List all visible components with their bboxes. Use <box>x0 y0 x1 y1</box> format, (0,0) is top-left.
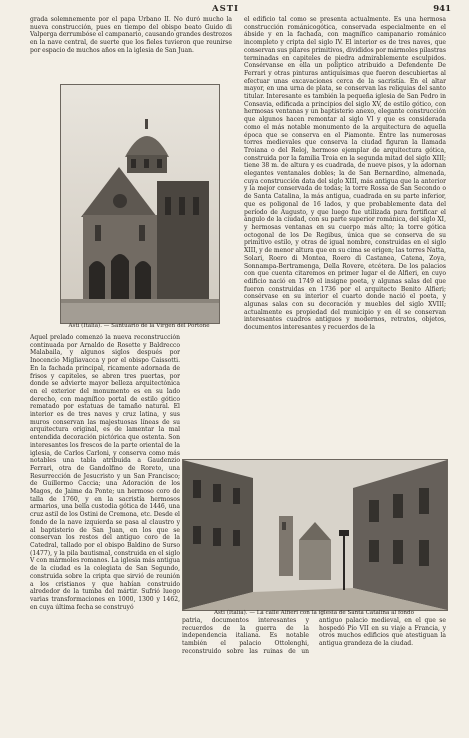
left-column-top-text <box>30 16 232 78</box>
page-number: 941 <box>433 4 451 14</box>
right-column-text <box>244 16 446 450</box>
sanctuary-photo <box>60 84 220 324</box>
street-photo <box>182 459 448 611</box>
paragraph: Aquel prelado comenzó la nueva reconstrucción continuada por Arnaldo de Rosette y Baldrecco Malabaila, y algunos siglos después por Inocencio Migliavacca y por el obispo Caissotti. En la fachada principal, ricamente adornada de frisos y capiteles, se abren tres puertas, por donde se advierte mayor belleza arquitectónica en el exterior del monumento es en su lado derecho, con magnífico portal de estilo gótico rematado por estatuas de tamaño natural. El interior es de tres naves y cruz latina, y sus muros conservan las majestuosas líneas de su arquitectura original, es de lamentar la mal entendida decoración pictórica que ostenta. Son interesantes los frescos de la parte oriental de la iglesia, de Carlos Carloni, y conserva como más notables una tabla atribuida a Gaudenzio Ferrari, otra de Gandolfino de Roreto, una Resurrección de Jesucristo y un San Francisco; de Guillermo Caccia; una Adoración de los Magos, de Jaime da Ponte; un hermoso coro de talla de 1760, y en la sacristía hermosos armarios, una bella custodia gótica de 1446, una cruz astil de los Ostini de Cremona, etc. Desde el fondo de la nave izquierda se pasa al claustro y al baptisterio de San Juan, en los que se conservan los restos del antiguo coro de la Catedral, tallado por el obispo Baldino de Surso (1477), y la pila bautismal, construida en el siglo V con mármoles romanos. La iglesia más antigua de la ciudad es la colegiata de San Segundo, construida sobre la cripta que sirvió de reunión a los cristianos y que habían construido alrededor de la tumba del mártir. Sufrió luego varias transformaciones en 1000, 1300 y 1462, en cuya última fecha se construyó <box>30 334 180 611</box>
running-title: ASTI <box>212 4 240 14</box>
street-illustration <box>183 460 447 610</box>
left-column-bottom-text <box>30 334 180 720</box>
figure-caption: Asti (Italia). — Santuario de la Virgen del Portone <box>68 323 210 329</box>
paragraph: el edificio tal como se presenta actualmente. Es una hermosa construcción románicogótica, conservada especialmente en el ábside y en la fachada, con magnífico campanario románico incompleto y cripta del siglo IV. El interior es de tres naves, que conservan sus pilares primitivos, divididos por mármoles pilastras terminadas en capiteles de piedra admirablemente esculpidos. Consérvanse en ella un políptico atribuido a Defendente De Ferrari y otras pinturas antiquísimas que fueron descubiertas al efectuar unas excavaciones cerca de la sacristía. En el altar mayor, en una urna de plata, se conservan las reliquias del santo titular. Interesante es también la pequeña iglesia de San Pedro in Consavia, edificada a principios del siglo XV, de estilo gótico, con hermosas ventanas y un baptisterio anexo, elegante construcción que algunos hacen remontar al siglo VI y que es considerada como el más notable monumento de la arquitectura de aquella época que se conserva en el Piamonte. Entre las numerosas torres medievales que conserva la ciudad figuran la llamada Troiana o del Reloj, hermoso ejemplar de arquitectura gótica, construida por la familia Troia en la segunda mitad del siglo XIII; tiene 38 m. de altura y es cuadrada, de nueve pisos, y la adornan elegantes ventanales dobles; la de San Bernardino, almenada, cuya construcción data del siglo XIII, más antigua que la anterior y la mejor conservada de todas; la torre Rossa de San Secondo o de Santa Catalina, la más antigua, cuadrada en su parte inferior, que es poligonal de 16 lados, y que probablemente data del período de Augusto, y que luego fue utilizada para fortificar el ángulo de la ciudad, con su parte superior románica, del siglo XI, y hermosas ventanas en su cuerpo más alto; la torre gótica octogonal de los De Regibus, única que se conserva de su primitivo estilo, y otras de igual nombre, construidas en el siglo XIII, y de menor altura que en su cima se erigen; las torres Natta, Solari, Roero di Montea, Roero di Castanea, Catena, Zoya, Sonnampa-Bertramenga, Della Rovere, etcétera. De los palacios con que cuenta citaremos en primer lugar el de Alfieri, en cuyo edificio nació en 1749 el insigne poeta, y algunas salas del que fueron construidas en 1736 por el arquitecto Benito Alfieri; consérvase en su interior el cuarto donde nació el poeta, y algunas salas con su decoración y muebles del siglo XVIII; actualmente es propiedad del municipio y en él se conservan interesantes cuadros antiguos y modernos, retratos, objetos, documentos interesantes y recuerdos de la <box>244 16 446 332</box>
bottom-right-text <box>182 617 446 721</box>
sanctuary-illustration <box>61 85 219 323</box>
paragraph: grada solemnemente por el papa Urbano II. No duró mucho la nueva construcción, pues en tiempo del obispo beato Guido di Valperga derrumbóse el campanario, causando grandes destrozos en la nave central, de suerte que los fieles tuvieron que reunirse por espacio de muchos años en la iglesia de San Juan. <box>30 16 232 54</box>
paragraph: patria, documentos interesantes y recuerdos de la guerra de la independencia italiana. Es notable también el palacio Ottolenghi, reconstruido sobre las ruinas de un antiguo palacio medieval, en el que se hospedó Pío VII en su viaje a Francia, y otros muchos edificios que atestiguan la antigua grandeza de la ciudad. <box>182 617 446 655</box>
figure-caption: Asti (Italia). — La calle Alfieri con la iglesia de Santa Catalina al fondo <box>213 610 414 616</box>
